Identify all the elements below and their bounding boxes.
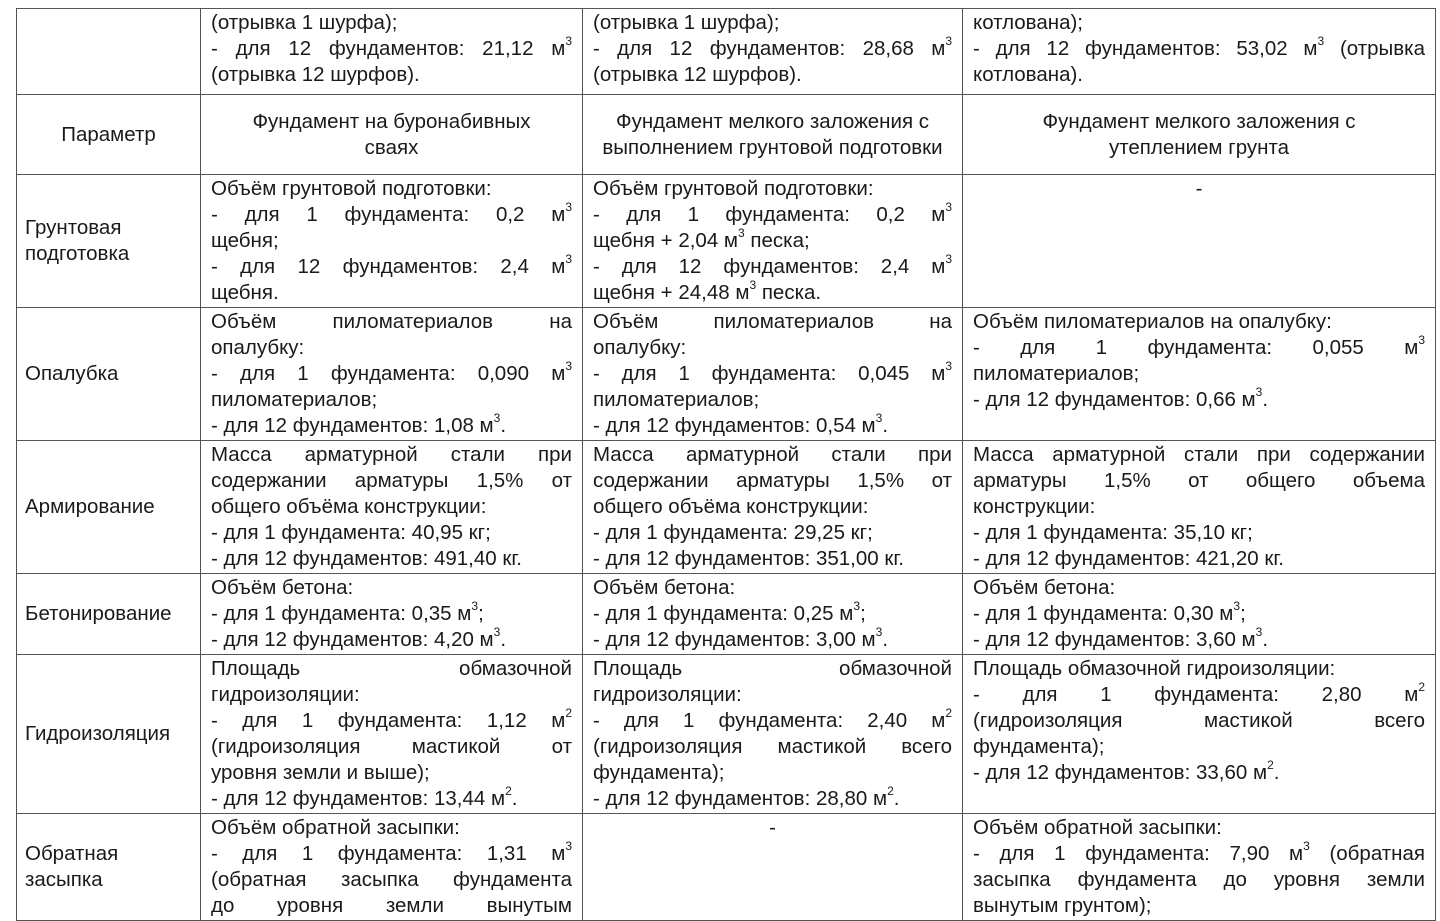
cell: Площадь обмазочной гидроизоляции: - для 1 фундамента: 1,12 $м^2$ (гидроизоляция мастикой от уровня земли и выше); - для 12 фундаментов: 13,44 $м^2$. <box>201 655 583 814</box>
table-row <box>17 574 1436 655</box>
param-cell: Бетонирование <box>17 574 201 655</box>
cell: Объём пиломатериалов на опалубку: - для 1 фундамента: 0,045 $м^3$ пиломатериалов; - для 12 фундаментов: 0,54 $м^3$. <box>583 308 963 441</box>
cell: котлована); - для 12 фундаментов: 53,02 $м^3$ (отрывка котлована). <box>963 9 1436 95</box>
param-cell: Опалубка <box>17 308 201 441</box>
table-row <box>17 814 1436 921</box>
cell: Объём пиломатериалов на опалубку: - для 1 фундамента: 0,090 $м^3$ пиломатериалов; - для 12 фундаментов: 1,08 $м^3$. <box>201 308 583 441</box>
cell: Объём бетона: - для 1 фундамента: 0,25 $м^3$; - для 12 фундаментов: 3,00 $м^3$. <box>583 574 963 655</box>
header-col3: Фундамент мелкого заложения с утеплением грунта <box>963 95 1436 175</box>
cell: Объём обратной засыпки: - для 1 фундамента: 7,90 $м^3$ (обратная засыпка фундамента до уровня земли вынутым грунтом); <box>963 814 1436 921</box>
cell: Объём бетона: - для 1 фундамента: 0,35 $м^3$; - для 12 фундаментов: 4,20 $м^3$. <box>201 574 583 655</box>
cell: (отрывка 1 шурфа); - для 12 фундаментов: 28,68 $м^3$ (отрывка 12 шурфов). <box>583 9 963 95</box>
empty-value-cell: - <box>583 814 963 921</box>
empty-value-cell: - <box>963 175 1436 308</box>
table-header-row <box>17 95 1436 175</box>
param-cell: Гидроизоляция <box>17 655 201 814</box>
cell: Площадь обмазочной гидроизоляции: - для 1 фундамента: 2,80 $м^2$ (гидроизоляция мастикой всего фундамента); - для 12 фундаментов: 33,60 $м^2$. <box>963 655 1436 814</box>
table-row <box>17 175 1436 308</box>
header-param: Параметр <box>17 95 201 175</box>
param-cell: Армирование <box>17 441 201 574</box>
header-col1: Фундамент на буронабивных сваях <box>201 95 583 175</box>
cell: (отрывка 1 шурфа); - для 12 фундаментов: 21,12 $м^3$ (отрывка 12 шурфов). <box>201 9 583 95</box>
empty-param-cell <box>17 9 201 95</box>
cell: Объём пиломатериалов на опалубку: - для 1 фундамента: 0,055 $м^3$ пиломатериалов; - для 12 фундаментов: 0,66 $м^3$. <box>963 308 1436 441</box>
table-row <box>17 655 1436 814</box>
cell: Объём бетона: - для 1 фундамента: 0,30 $м^3$; - для 12 фундаментов: 3,60 $м^3$. <box>963 574 1436 655</box>
cell: Масса арматурной стали при содержании арматуры 1,5% от общего объёма конструкции: - для 1 фундамента: 29,25 кг; - для 12 фундаментов: 351,00 кг. <box>583 441 963 574</box>
cell: Масса арматурной стали при содержании арматуры 1,5% от общего объема конструкции: - для 1 фундамента: 35,10 кг; - для 12 фундаментов: 421,20 кг. <box>963 441 1436 574</box>
cell: Объём обратной засыпки: - для 1 фундамента: 1,31 $м^3$ (обратная засыпка фундамента до уровня земли вынутым <box>201 814 583 921</box>
table-row <box>17 308 1436 441</box>
table-row <box>17 9 1436 95</box>
cell: Объём грунтовой подготовки: - для 1 фундамента: 0,2 $м^3$ щебня + 2,04 $м^3$ песка; - для 12 фундаментов: 2,4 $м^3$ щебня + 24,48 $м^3$ песка. <box>583 175 963 308</box>
cell: Площадь обмазочной гидроизоляции: - для 1 фундамента: 2,40 $м^2$ (гидроизоляция мастикой всего фундамента); - для 12 фундаментов: 28,80 $м^2$. <box>583 655 963 814</box>
cell: Масса арматурной стали при содержании арматуры 1,5% от общего объёма конструкции: - для 1 фундамента: 40,95 кг; - для 12 фундаментов: 491,40 кг. <box>201 441 583 574</box>
cell: Объём грунтовой подготовки: - для 1 фундамента: 0,2 $м^3$ щебня; - для 12 фундаментов: 2,4 $м^3$ щебня. <box>201 175 583 308</box>
foundation-comparison-table <box>16 8 1436 921</box>
table-row <box>17 441 1436 574</box>
param-cell: Грунтовая подготовка <box>17 175 201 308</box>
param-cell: Обратная засыпка <box>17 814 201 921</box>
header-col2: Фундамент мелкого заложения с выполнением грунтовой подготовки <box>583 95 963 175</box>
